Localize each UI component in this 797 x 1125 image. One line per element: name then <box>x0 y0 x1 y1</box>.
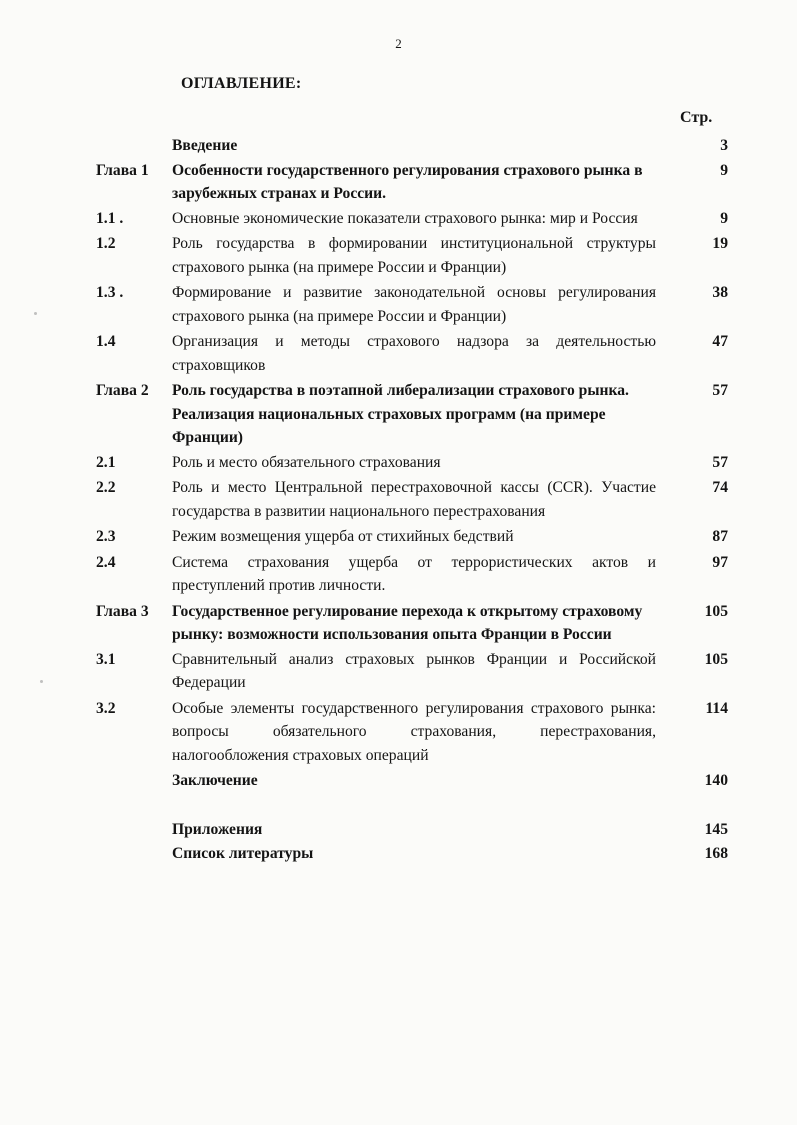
toc-page-number: 87 <box>712 528 728 545</box>
toc-entry-title: Особенности государственного регулирования страхового рынка в зарубежных странах и России. <box>172 161 643 202</box>
toc-number: Глава 2 <box>96 382 149 399</box>
toc-number: Глава 3 <box>96 602 149 620</box>
scan-speck <box>34 312 37 315</box>
toc-entry-title: Роль государства в формировании институциональной структуры страхового рынка (на примере России и Франции) <box>172 235 656 276</box>
toc-page-number: 3 <box>720 137 728 154</box>
toc-row-chapter-1 <box>96 159 728 207</box>
toc-row-bibliography <box>96 842 728 867</box>
toc-row-section-2-1 <box>96 451 728 477</box>
toc-row-section-2-3 <box>96 525 728 551</box>
toc-number: 1.2 <box>96 235 116 252</box>
toc-row-chapter-2 <box>96 379 728 451</box>
toc-title: ОГЛАВЛЕНИЕ: <box>181 75 302 92</box>
toc-page-number: 145 <box>704 820 728 838</box>
toc-page-number: 9 <box>720 209 728 227</box>
toc-number: 2.3 <box>96 528 116 545</box>
toc-entry-title: Роль государства в поэтапной либерализации страхового рынка. Реализация национальных страховых программ (на примере Франции) <box>172 382 629 446</box>
scan-speck <box>40 680 43 683</box>
toc-row-section-1-2 <box>96 232 728 281</box>
toc-row-section-1-4 <box>96 330 728 379</box>
toc-page-number: 38 <box>712 284 728 301</box>
toc-entry-title: Основные экономические показатели страхового рынка: мир и Россия <box>172 209 638 227</box>
toc-page-number: 57 <box>712 382 728 399</box>
toc-row-introduction <box>96 134 728 159</box>
toc-row-section-1-3 <box>96 281 728 330</box>
toc-entry-title: Государственное регулирование перехода к открытому страховому рынку: возможности использования опыта Франции в России <box>172 602 643 643</box>
toc-number: 1.3 . <box>96 284 124 301</box>
toc-row-section-3-1 <box>96 648 728 697</box>
toc-page-number: 168 <box>704 845 728 862</box>
toc-entry-title: Заключение <box>172 772 258 789</box>
toc-row-conclusion <box>96 769 728 794</box>
toc-entry-title: Сравнительный анализ страховых рынков Франции и Российской Федерации <box>172 650 656 691</box>
toc-row-section-3-2 <box>96 697 728 770</box>
toc-entry-title: Роль и место обязательного страхования <box>172 453 441 471</box>
toc-page-number: 105 <box>704 602 728 620</box>
toc-number: 2.1 <box>96 453 116 471</box>
toc-page-number: 57 <box>712 453 728 471</box>
toc-number: 3.1 <box>96 650 116 668</box>
toc-number <box>96 134 172 159</box>
toc-page-number: 47 <box>712 333 728 350</box>
toc-row-section-1-1 <box>96 207 728 233</box>
toc-number: 2.2 <box>96 479 116 496</box>
toc-page-number: 19 <box>712 235 728 252</box>
toc-page-number: 140 <box>704 772 728 789</box>
toc-entry-title: Приложения <box>172 820 263 838</box>
toc-number: 3.2 <box>96 699 116 717</box>
toc-row-section-2-4 <box>96 551 728 600</box>
toc-entry-title: Формирование и развитие законодательной основы регулирования страхового рынка (на примере России и Франции) <box>172 284 656 325</box>
toc-number <box>96 818 172 843</box>
toc-page-number: 114 <box>705 699 728 717</box>
toc-entry-title: Режим возмещения ущерба от стихийных бедствий <box>172 528 514 545</box>
toc-page-number: 74 <box>712 479 728 496</box>
toc-spacer <box>96 794 728 818</box>
pages-column-header: Стр. <box>680 109 713 126</box>
toc-row-appendices <box>96 818 728 843</box>
toc-page-number: 97 <box>712 553 728 571</box>
toc-page-number: 105 <box>704 650 728 668</box>
toc-entry-title: Введение <box>172 137 238 154</box>
toc-entry-title: Организация и методы страхового надзора за деятельностью страховщиков <box>172 333 656 374</box>
toc-number: 1.4 <box>96 333 116 350</box>
toc-number <box>96 842 172 867</box>
toc-entry-title: Особые элементы государственного регулирования страхового рынка: вопросы обязательного страхования, перестрахования, налогообложения страховых операций <box>172 699 656 764</box>
page-number: 2 <box>395 36 402 51</box>
toc-row-section-2-2 <box>96 476 728 525</box>
toc-number: 1.1 . <box>96 209 124 227</box>
toc-number: 2.4 <box>96 553 116 571</box>
toc-number: Глава 1 <box>96 161 149 179</box>
toc-page-number: 9 <box>720 161 728 179</box>
toc-entry-title: Роль и место Центральной перестраховочной кассы (CCR). Участие государства в развитии национального перестрахования <box>172 479 656 520</box>
toc-entry-title: Список литературы <box>172 845 314 862</box>
table-of-contents <box>96 134 728 867</box>
toc-row-chapter-3 <box>96 600 728 648</box>
toc-entry-title: Система страхования ущерба от террористических актов и преступлений против личности. <box>172 553 656 594</box>
toc-number <box>96 769 172 794</box>
